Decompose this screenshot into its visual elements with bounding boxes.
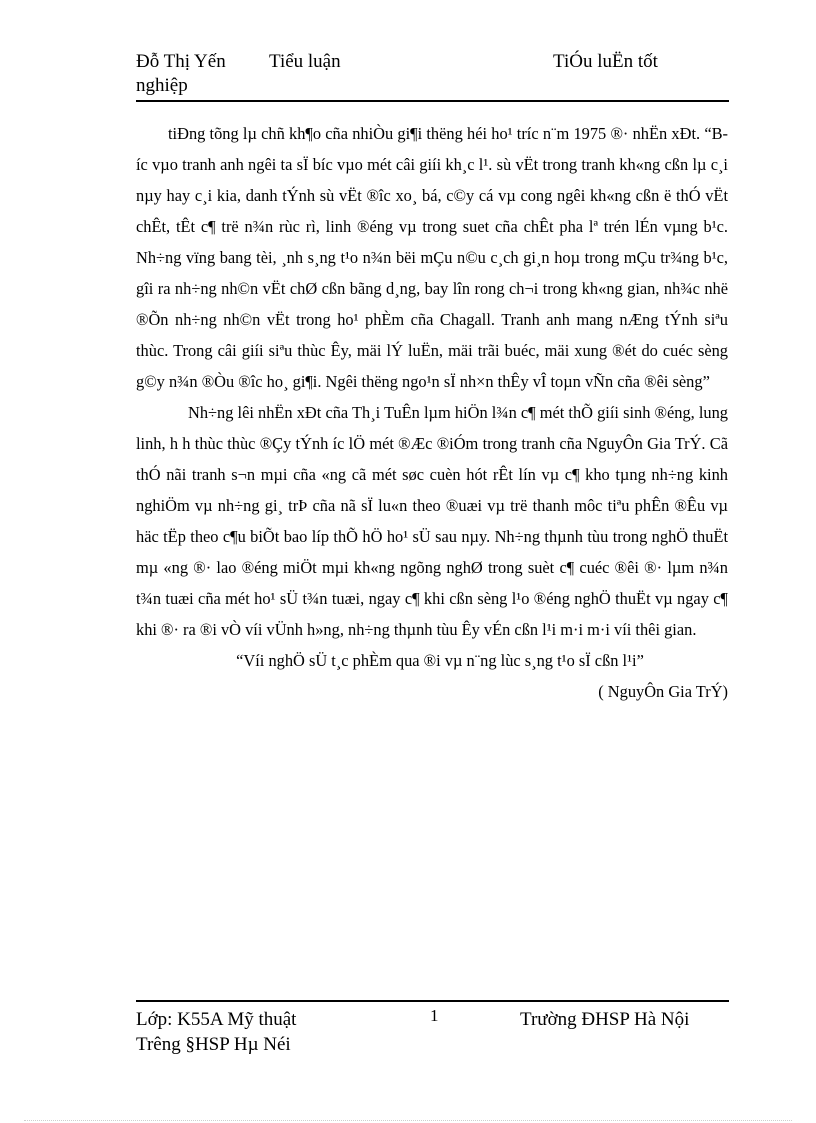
header-title-continuation: nghiệp [136, 75, 188, 96]
paragraph-1: tiÐng tõng lµ chñ kh¶o cña nhiÒu gi¶i thëng héi ho¹ tríc n¨m 1975 ®· nhËn xÐt. “Bíc vµo tranh anh ngêi ta sÏ bíc vµo mét câi giíi kh¸c l¹. sù vËt trong tranh kh«ng cßn lµ c¸i nµy hay c¸i kia, danh tÝnh sù vËt ®îc xo¸ bá, c©y cá vµ cong ngêi kh«ng cßn ë thÓ vËt chÊt, tÊt c¶ trë n¾n rùc rì, linh ®éng vµ trong suet cña chÊt pha lª trén lÉn vµng b¹c. Nh÷ng vïng bang tèi, ¸nh s¸ng t¹o n¾n bëi mÇu n©u c¸ch gi¸n hoµ trong mÇu tr¾ng b¹c, gîi ra nh÷ng nh©n vËt chØ cßn bãng d¸ng, bay lîn rong ch¬i trong kh«ng gian, nh¾c nhë ®Õn nh÷ng nh©n vËt trong ho¹ phÈm cña Chagall. Tranh anh mang nÆng tÝnh siªu thùc. Trong câi giíi siªu thùc Êy, mäi lÝ luËn, mäi trãi buéc, mäi xung ®ét do cuéc sèng g©y n¾n ®Òu ®îc ho¸ gi¶i. Ngêi thëng ngo¹n sÏ nh×n thÊy vÎ toµn vÑn cña ®êi sèng” [136, 124, 728, 391]
header-title: TiÓu luËn tốt [553, 51, 658, 72]
footer-class: Lớp: K55A Mỹ thuật [136, 1009, 297, 1030]
page-footer [136, 1000, 729, 1062]
header-author: Đỗ Thị Yến [136, 51, 226, 72]
document-body [136, 118, 728, 707]
footer-school-legacy: Trêng §HSP Hµ Néi [136, 1034, 291, 1055]
footer-school: Trường ĐHSP Hà Nội [520, 1009, 690, 1030]
page-number: 1 [430, 1006, 439, 1025]
page-edge-divider [24, 1120, 792, 1121]
quotation: “Víi nghÖ sÜ t¸c phÈm qua ®i vµ n¨ng lùc s¸ng t¹o sÏ cßn l¹i” [236, 651, 644, 670]
header-doc-type: Tiểu luận [269, 51, 341, 72]
page-header [136, 50, 729, 102]
paragraph-2: Nh÷ng lêi nhËn xÐt cña Th¸i TuÊn lµm hiÖn l¾n c¶ mét thÕ giíi sinh ®éng, lung linh, h h thùc thùc ®Çy tÝnh íc lÖ mét ®Æc ®iÓm trong tranh cña NguyÔn Gia TrÝ. Cã thÓ nãi tranh s¬n mµi cña «ng cã mét søc cuèn hót rÊt lín vµ c¶ kho tµng nh÷ng kinh nghiÖm vµ nh÷ng gi¸ trÞ cña nã sÏ lu«n theo ®uæi vµ trë thanh môc tiªu phÊn ®Êu vµ häc tËp theo c¶u biÕt bao líp thÕ hÖ ho¹ sÜ sau nµy. Nh÷ng thµnh tùu trong nghÖ thuËt mµ «ng ®· lao ®éng miÖt mµi kh«ng ngõng nghØ trong suèt c¶ cuéc ®êi ®· lµm n¾n t¾n tuæi cña mét ho¹ sÜ t¾n tuæi, ngay c¶ khi cßn sèng l¹o ®éng nghÖ thuËt vµ ngay c¶ khi ®· ra ®i vÒ víi vÜnh h»ng, nh÷ng thµnh tùu Êy vÉn cßn l¹i m·i m·i víi thêi gian. [136, 403, 728, 639]
quotation-source: ( NguyÔn Gia TrÝ) [598, 682, 728, 701]
